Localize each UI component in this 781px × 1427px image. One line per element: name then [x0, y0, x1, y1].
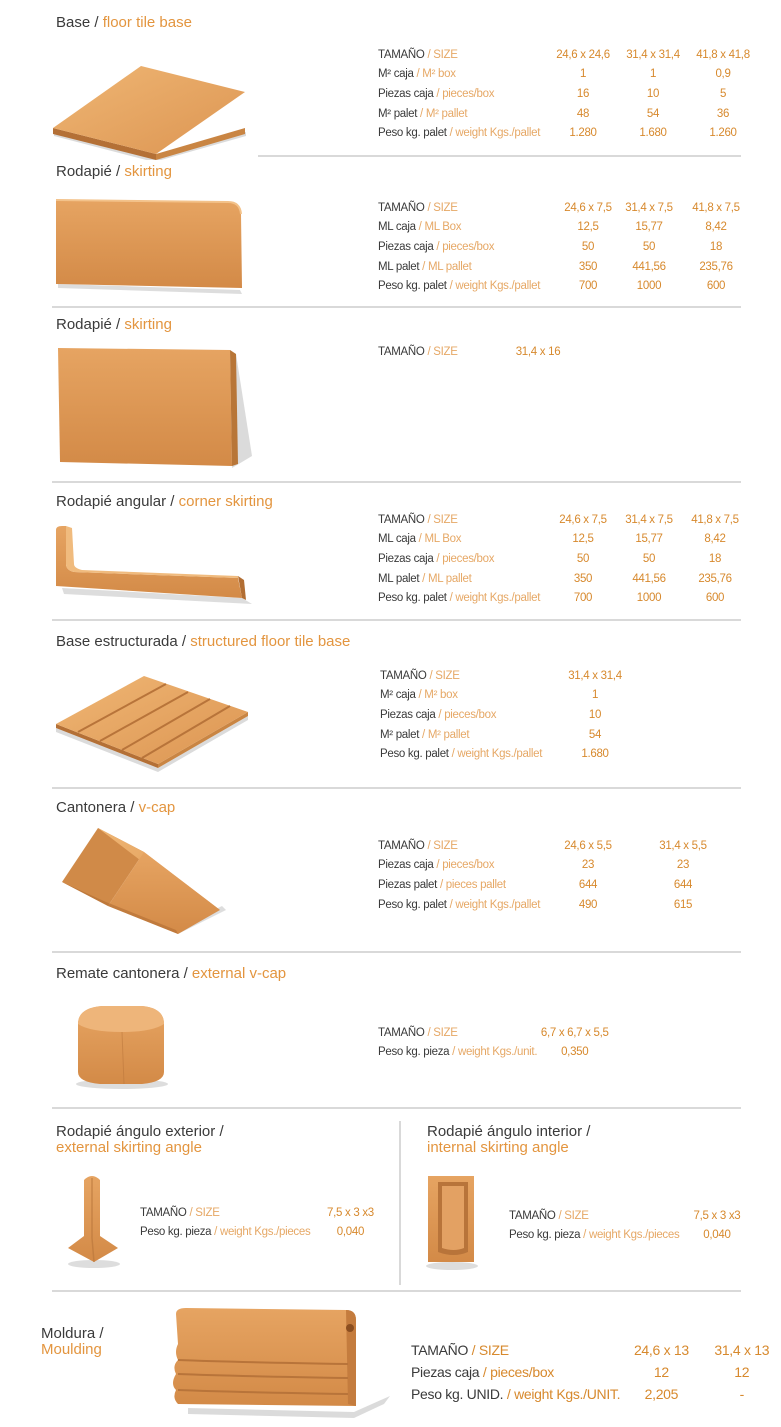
spec-value: 700	[578, 280, 598, 293]
spec-value: 0,040	[703, 1229, 731, 1242]
spec-label	[378, 218, 558, 238]
spec-label	[140, 1203, 310, 1223]
spec-label-separator: /	[503, 1386, 515, 1402]
spec-value: 23	[676, 859, 690, 872]
spec-label-separator: /	[415, 221, 425, 234]
spec-row	[378, 588, 750, 608]
spec-value: 600	[705, 592, 725, 605]
spec-label-separator: /	[435, 708, 445, 721]
spec-value: 31,4 x 5,5	[659, 839, 707, 852]
spec-value: 0,9	[715, 68, 731, 81]
spec-label-en: weight Kgs./UNIT.	[514, 1386, 621, 1402]
spec-label-es: Peso kg. palet	[378, 127, 447, 140]
spec-label	[378, 510, 548, 530]
spec-value: 18	[708, 552, 722, 565]
floor-tile-base-image	[50, 40, 250, 160]
spec-value: 1.280	[569, 127, 597, 140]
spec-value: -	[739, 1386, 744, 1402]
spec-label	[380, 666, 565, 686]
spec-label-es: TAMAÑO	[411, 1342, 469, 1358]
spec-label-separator: /	[186, 1206, 196, 1219]
spec-value: 235,76	[699, 260, 733, 273]
spec-label-es: TAMAÑO	[380, 669, 427, 682]
spec-label	[380, 744, 565, 764]
skirting-tall-image	[56, 346, 256, 472]
spec-row	[378, 65, 758, 85]
spec-row	[378, 218, 752, 238]
spec-label-separator: /	[415, 533, 425, 546]
section-title-structured-base: Base estructurada / structured floor tile base	[56, 633, 351, 650]
spec-label-en: ML Box	[424, 221, 462, 234]
moulding-image	[168, 1308, 394, 1420]
spec-row	[509, 1206, 754, 1226]
section-title-v-cap: Cantonera / v-cap	[56, 799, 176, 816]
spec-label	[378, 45, 548, 65]
spec-label-es: Piezas caja	[378, 859, 434, 872]
spec-value: 24,6 x 7,5	[559, 513, 607, 526]
spec-label-es: Peso kg. palet	[378, 280, 447, 293]
spec-label-separator: /	[419, 260, 428, 273]
spec-value: 8,42	[704, 533, 726, 546]
spec-row	[411, 1339, 781, 1361]
spec-label-es: Peso kg. pieza	[509, 1229, 581, 1242]
spec-value: 31,4 x 31,4	[626, 48, 680, 61]
spec-value: 54	[646, 107, 660, 120]
spec-label-separator: /	[424, 1026, 434, 1039]
spec-value: 441,56	[632, 572, 666, 585]
spec-label-es: Piezas caja	[378, 87, 434, 100]
spec-value: 1	[591, 689, 599, 702]
spec-label-separator: /	[446, 127, 456, 140]
spec-value: 50	[576, 552, 590, 565]
spec-label-en: SIZE	[433, 345, 458, 358]
spec-label	[411, 1383, 620, 1405]
internal-skirting-angle-image	[424, 1172, 480, 1272]
spec-label-separator: /	[446, 898, 456, 911]
divider	[52, 1290, 741, 1292]
section-title-skirting: Rodapié / skirting	[56, 163, 172, 180]
spec-label	[380, 686, 565, 706]
spec-value: 350	[573, 572, 593, 585]
spec-label	[378, 237, 558, 257]
section-title-base: Base / floor tile base	[56, 14, 192, 31]
divider	[52, 306, 741, 308]
spec-label	[380, 705, 565, 725]
spec-value: 350	[578, 260, 598, 273]
section-title-external-skirting-angle: Rodapié ángulo exterior / external skirting angle	[56, 1123, 224, 1156]
spec-label-es: TAMAÑO	[378, 201, 425, 214]
spec-value: 50	[642, 552, 656, 565]
spec-value: 31,4 x 31,4	[568, 669, 622, 682]
spec-label	[378, 1043, 537, 1063]
spec-value: 10	[646, 87, 660, 100]
spec-label	[411, 1339, 620, 1361]
spec-label-separator: /	[446, 280, 456, 293]
spec-label-en: weight Kgs./pieces	[219, 1226, 311, 1239]
spec-label-es: Peso kg. pieza	[378, 1046, 450, 1059]
spec-row	[378, 257, 752, 277]
spec-row	[378, 549, 750, 569]
spec-value: 6,7 x 6,7 x 5,5	[540, 1026, 609, 1039]
spec-label	[378, 588, 548, 608]
spec-row	[140, 1223, 390, 1243]
spec-value: 16	[576, 87, 590, 100]
spec-label-en: weight Kgs./pallet	[455, 127, 541, 140]
spec-label-es: TAMAÑO	[140, 1206, 187, 1219]
spec-value: 0,350	[561, 1046, 589, 1059]
spec-value: 615	[673, 898, 693, 911]
spec-label-es: ML caja	[378, 533, 416, 546]
spec-row	[378, 198, 752, 218]
v-cap-image	[58, 826, 228, 940]
spec-table-v-cap	[378, 836, 743, 914]
spec-label	[378, 569, 548, 589]
spec-label-separator: /	[433, 859, 443, 872]
spec-row	[378, 237, 752, 257]
spec-value: 15,77	[635, 221, 663, 234]
spec-label	[378, 549, 548, 569]
spec-label-es: ML palet	[378, 572, 420, 585]
spec-table-skirting	[378, 198, 752, 296]
spec-value: 31,4 x 13	[714, 1342, 770, 1358]
spec-row	[378, 569, 750, 589]
spec-label-separator: /	[437, 878, 446, 891]
spec-label-separator: /	[479, 1364, 491, 1380]
spec-value: 31,4 x 16	[515, 345, 561, 358]
spec-value: 1000	[636, 592, 662, 605]
spec-value: 31,4 x 7,5	[625, 201, 673, 214]
spec-label-separator: /	[433, 552, 443, 565]
spec-row	[378, 1023, 612, 1043]
spec-value: 54	[588, 728, 602, 741]
vertical-divider	[399, 1121, 401, 1285]
spec-label-es: TAMAÑO	[378, 345, 425, 358]
spec-label-es: TAMAÑO	[509, 1209, 556, 1222]
spec-label-es: Piezas caja	[378, 240, 434, 253]
spec-label	[378, 895, 553, 915]
spec-table-skirting-tall	[378, 342, 573, 362]
spec-table-corner-skirting	[378, 510, 750, 608]
spec-value: 10	[588, 708, 602, 721]
spec-label-separator: /	[580, 1229, 589, 1242]
spec-label-en: weight Kgs./pallet	[457, 748, 543, 761]
spec-label-en: M² box	[424, 689, 458, 702]
spec-value: 15,77	[635, 533, 663, 546]
spec-label-en: pieces/box	[442, 552, 495, 565]
spec-label	[378, 530, 548, 550]
spec-value: 644	[578, 878, 598, 891]
spec-value: 48	[576, 107, 590, 120]
spec-value: 1.680	[581, 748, 609, 761]
spec-label	[378, 65, 548, 85]
spec-label-es: Peso kg. pieza	[140, 1226, 212, 1239]
spec-value: 1.680	[639, 127, 667, 140]
spec-label	[380, 725, 565, 745]
spec-label-separator: /	[419, 572, 428, 585]
spec-label-en: SIZE	[433, 1026, 458, 1039]
spec-label	[378, 276, 558, 296]
spec-label-es: Peso kg. UNID.	[411, 1386, 504, 1402]
spec-value: 41,8 x 7,5	[692, 201, 740, 214]
spec-label-es: TAMAÑO	[378, 48, 425, 61]
spec-table-moulding	[411, 1339, 781, 1405]
spec-value: 24,6 x 5,5	[564, 839, 612, 852]
spec-label-es: Peso kg. palet	[378, 898, 447, 911]
spec-label-en: pieces/box	[442, 87, 495, 100]
spec-label	[509, 1206, 679, 1226]
spec-table-base	[378, 45, 758, 143]
external-skirting-angle-image	[66, 1172, 122, 1270]
spec-label	[378, 257, 558, 277]
spec-row	[378, 342, 573, 362]
spec-label-en: ML pallet	[427, 260, 472, 273]
spec-label-separator: /	[417, 107, 426, 120]
spec-label	[378, 1023, 537, 1043]
spec-value: 12,5	[577, 221, 599, 234]
spec-label-es: M² caja	[380, 689, 416, 702]
spec-label-separator: /	[211, 1226, 220, 1239]
spec-value: 50	[581, 240, 595, 253]
spec-table-external-skirting-angle	[140, 1203, 390, 1242]
section-title-external-v-cap: Remate cantonera / external v-cap	[56, 965, 287, 982]
structured-tile-image	[52, 672, 252, 772]
spec-label-es: TAMAÑO	[378, 839, 425, 852]
spec-label-en: SIZE	[435, 669, 460, 682]
spec-label-separator: /	[426, 669, 436, 682]
spec-label-en: pieces/box	[442, 240, 495, 253]
spec-row	[378, 84, 758, 104]
spec-label-separator: /	[415, 689, 425, 702]
spec-row	[380, 666, 625, 686]
spec-value: 1.260	[709, 127, 737, 140]
spec-value: 50	[642, 240, 656, 253]
spec-label	[378, 123, 548, 143]
spec-label-es: Piezas palet	[378, 878, 438, 891]
spec-label-separator: /	[449, 1046, 458, 1059]
spec-value: 700	[573, 592, 593, 605]
spec-label	[378, 198, 558, 218]
spec-label-es: M² palet	[378, 107, 418, 120]
spec-label-separator: /	[413, 68, 423, 81]
spec-value: 7,5 x 3 x3	[693, 1209, 741, 1222]
divider	[258, 155, 741, 157]
spec-row	[380, 744, 625, 764]
spec-label-separator: /	[448, 748, 458, 761]
spec-label-en: SIZE	[433, 513, 458, 526]
spec-label-separator: /	[433, 87, 443, 100]
spec-label-en: pieces/box	[444, 708, 497, 721]
spec-row	[378, 276, 752, 296]
spec-label-en: ML pallet	[427, 572, 472, 585]
spec-label-es: M² palet	[380, 728, 420, 741]
spec-row	[378, 1043, 612, 1063]
spec-value: 36	[716, 107, 730, 120]
spec-value: 1000	[636, 280, 662, 293]
divider	[52, 481, 741, 483]
spec-row	[378, 45, 758, 65]
spec-table-internal-skirting-angle	[509, 1206, 754, 1245]
spec-label	[378, 342, 503, 362]
spec-label-en: weight Kgs./unit.	[457, 1046, 538, 1059]
spec-label-separator: /	[424, 839, 434, 852]
spec-label-en: SIZE	[433, 839, 458, 852]
spec-label-en: SIZE	[433, 201, 458, 214]
spec-value: 12	[734, 1364, 750, 1380]
spec-label-es: Piezas caja	[378, 552, 434, 565]
section-title-skirting-tall: Rodapié / skirting	[56, 316, 172, 333]
spec-value: 41,8 x 7,5	[691, 513, 739, 526]
section-title-moulding: Moldura / Moulding	[41, 1325, 104, 1358]
spec-label-es: TAMAÑO	[378, 513, 425, 526]
spec-label	[140, 1223, 310, 1243]
spec-label-es: Peso kg. palet	[380, 748, 449, 761]
spec-label-en: weight Kgs./pieces	[588, 1229, 680, 1242]
spec-label-en: pieces pallet	[445, 878, 506, 891]
spec-label	[378, 856, 553, 876]
spec-row	[380, 705, 625, 725]
spec-label	[378, 836, 553, 856]
spec-label-en: SIZE	[433, 48, 458, 61]
spec-value: 1	[649, 68, 657, 81]
spec-value: 12,5	[572, 533, 594, 546]
section-title-internal-skirting-angle: Rodapié ángulo interior / internal skirting angle	[427, 1123, 591, 1156]
spec-label-en: ML Box	[424, 533, 462, 546]
spec-value: 23	[581, 859, 595, 872]
spec-value: 41,8 x 41,8	[696, 48, 750, 61]
spec-row	[509, 1226, 754, 1246]
divider	[52, 1107, 741, 1109]
spec-label-en: SIZE	[195, 1206, 220, 1219]
spec-label-es: Peso kg. palet	[378, 592, 447, 605]
spec-value: 12	[653, 1364, 669, 1380]
spec-label-separator: /	[424, 201, 434, 214]
spec-label	[509, 1226, 679, 1246]
spec-value: 235,76	[698, 572, 732, 585]
spec-row	[380, 686, 625, 706]
spec-row	[411, 1383, 781, 1405]
spec-row	[380, 725, 625, 745]
spec-label-en: M² box	[422, 68, 456, 81]
spec-value: 7,5 x 3 x3	[327, 1206, 374, 1219]
spec-value: 490	[578, 898, 598, 911]
spec-label-en: M² pallet	[425, 107, 468, 120]
spec-value: 18	[709, 240, 723, 253]
spec-label-es: TAMAÑO	[378, 1026, 425, 1039]
spec-value: 24,6 x 13	[633, 1342, 689, 1358]
spec-row	[378, 530, 750, 550]
spec-row	[140, 1203, 390, 1223]
spec-label-es: Piezas caja	[380, 708, 436, 721]
spec-label-separator: /	[424, 513, 434, 526]
spec-table-external-v-cap	[378, 1023, 612, 1062]
spec-value: 0,040	[336, 1226, 365, 1239]
spec-label-en: weight Kgs./pallet	[455, 280, 541, 293]
spec-label-separator: /	[446, 592, 456, 605]
spec-row	[378, 104, 758, 124]
spec-row	[378, 836, 743, 856]
spec-label-en: SIZE	[564, 1209, 589, 1222]
spec-table-structured-base	[380, 666, 625, 764]
spec-label	[378, 875, 553, 895]
spec-value: 24,6 x 24,6	[556, 48, 610, 61]
divider	[52, 787, 741, 789]
divider	[52, 619, 741, 621]
spec-value: 31,4 x 7,5	[625, 513, 673, 526]
spec-row	[411, 1361, 781, 1383]
spec-row	[378, 875, 743, 895]
spec-label-es: Piezas caja	[411, 1364, 480, 1380]
spec-label	[378, 84, 548, 104]
spec-value: 441,56	[632, 260, 666, 273]
spec-label-en: pieces/box	[490, 1364, 555, 1380]
spec-label-separator: /	[555, 1209, 565, 1222]
spec-row	[378, 510, 750, 530]
spec-value: 2,205	[644, 1386, 679, 1402]
spec-label	[378, 104, 548, 124]
spec-label-en: pieces/box	[442, 859, 495, 872]
spec-label-es: ML caja	[378, 221, 416, 234]
spec-label	[411, 1361, 620, 1383]
spec-label-separator: /	[433, 240, 443, 253]
skirting-image	[50, 196, 250, 296]
spec-value: 644	[673, 878, 693, 891]
spec-label-en: M² pallet	[427, 728, 470, 741]
section-title-corner-skirting: Rodapié angular / corner skirting	[56, 493, 273, 510]
divider	[52, 951, 741, 953]
spec-label-en: SIZE	[478, 1342, 509, 1358]
spec-label-es: ML palet	[378, 260, 420, 273]
spec-row	[378, 895, 743, 915]
spec-label-separator: /	[424, 48, 434, 61]
spec-value: 600	[706, 280, 726, 293]
spec-value: 1	[579, 68, 587, 81]
spec-label-en: weight Kgs./pallet	[455, 898, 541, 911]
spec-label-separator: /	[468, 1342, 479, 1358]
spec-label-es: M² caja	[378, 68, 414, 81]
spec-label-en: weight Kgs./pallet	[455, 592, 541, 605]
spec-row	[378, 123, 758, 143]
spec-label-separator: /	[424, 345, 434, 358]
external-v-cap-image	[72, 1002, 172, 1092]
corner-skirting-image	[52, 524, 262, 608]
spec-value: 5	[719, 87, 727, 100]
spec-row	[378, 856, 743, 876]
spec-label-separator: /	[419, 728, 428, 741]
spec-value: 8,42	[705, 221, 727, 234]
spec-value: 24,6 x 7,5	[564, 201, 612, 214]
